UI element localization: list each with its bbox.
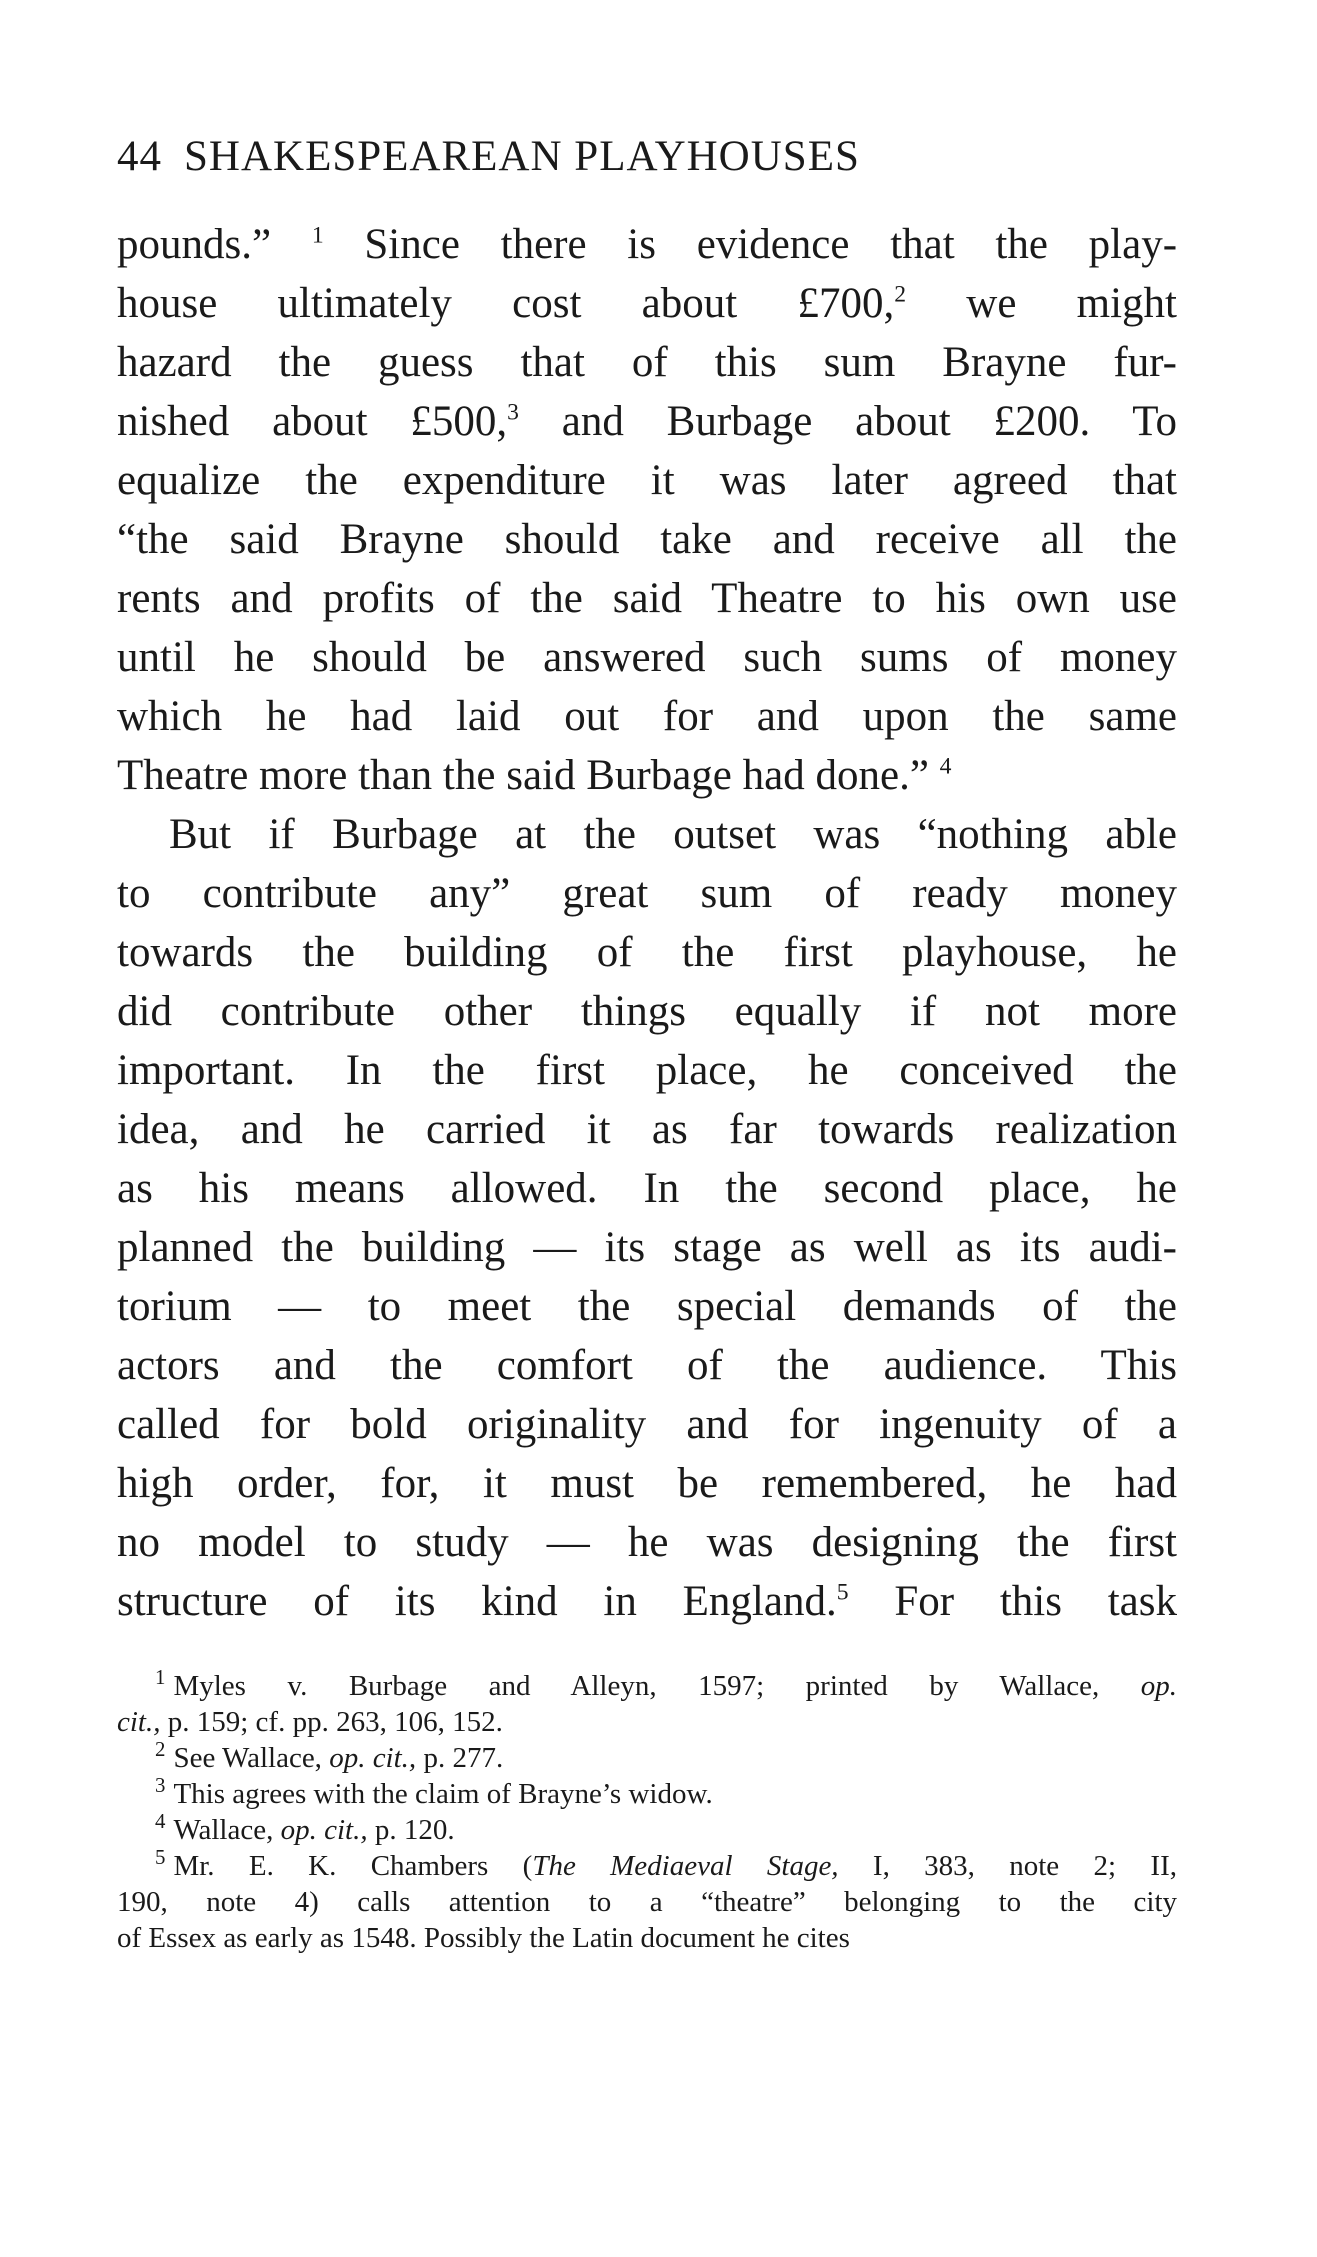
text-line: to contribute any” great sum of ready money [117,870,1177,917]
footnote-5-cont: 190, note 4) calls attention to a “theatre” belonging to the city [117,1886,1177,1918]
text-line: house ultimately cost about £700,$^2$ we might [117,280,1178,327]
footnote-2: $^2$ See Wallace, op. cit., p. 277. [155,1737,504,1774]
footnote-4: $^4$ Wallace, op. cit., p. 120. [155,1809,455,1846]
text-line: actors and the comfort of the audience. This [117,1342,1177,1389]
footnote-1-cont: cit., p. 159; cf. pp. 263, 106, 152. [117,1706,503,1738]
text-line: no model to study — he was designing the first [117,1519,1177,1566]
footnote-ref: 5 [836,1579,849,1606]
footnote-1: $^1$ Myles v. Burbage and Alleyn, 1597; printed by Wallace, op. [155,1665,1178,1702]
text-line: nished about £500,$^3$ and Burbage about £200. To [117,398,1177,445]
text-line: important. In the first place, he conceived the [117,1047,1177,1094]
text-line: called for bold originality and for ingenuity of a [117,1401,1177,1448]
text-line: until he should be answered such sums of money [117,634,1177,681]
text-line: Theatre more than the said Burbage had done.” $^4$ [117,752,952,799]
running-title: SHAKESPEAREAN PLAYHOUSES [184,133,860,180]
text-line: pounds.” $^1$ Since there is evidence that the play- [117,221,1178,268]
text-line: which he had laid out for and upon the same [117,693,1177,740]
footnote-5: $^5$ Mr. E. K. Chambers (The Mediaeval Stage, I, 383, note 2; II, [155,1845,1177,1882]
footnote-ref: 4 [939,753,952,780]
text-line: torium — to meet the special demands of the [117,1283,1177,1330]
text-line: high order, for, it must be remembered, he had [117,1460,1177,1507]
page-number: 44 [117,133,162,180]
body-text [117,215,1177,1631]
footnote-ref: 3 [507,399,519,426]
footnote-ref: 1 [311,222,324,249]
text-line: But if Burbage at the outset was “nothing able [169,811,1177,858]
footnote-3: $^3$ This agrees with the claim of Brayne’s widow. [155,1773,713,1810]
text-line: rents and profits of the said Theatre to his own use [117,575,1177,622]
text-line: equalize the expenditure it was later agreed that [117,457,1177,504]
footnote-5-cont: of Essex as early as 1548. Possibly the Latin document he cites [117,1922,850,1954]
text-line: “the said Brayne should take and receive all the [117,516,1177,563]
footnote-ref: 2 [894,281,907,308]
footnotes [117,1665,1178,1956]
text-line: structure of its kind in England.$^5$ For this task [117,1578,1177,1625]
running-head [117,132,1177,192]
text-line: did contribute other things equally if not more [117,988,1177,1035]
text-line: idea, and he carried it as far towards realization [117,1106,1177,1153]
text-line: hazard the guess that of this sum Brayne fur- [117,339,1177,386]
text-line: planned the building — its stage as well as its audi- [117,1224,1177,1271]
text-line: as his means allowed. In the second place, he [117,1165,1177,1212]
text-line: towards the building of the first playhouse, he [117,929,1177,976]
